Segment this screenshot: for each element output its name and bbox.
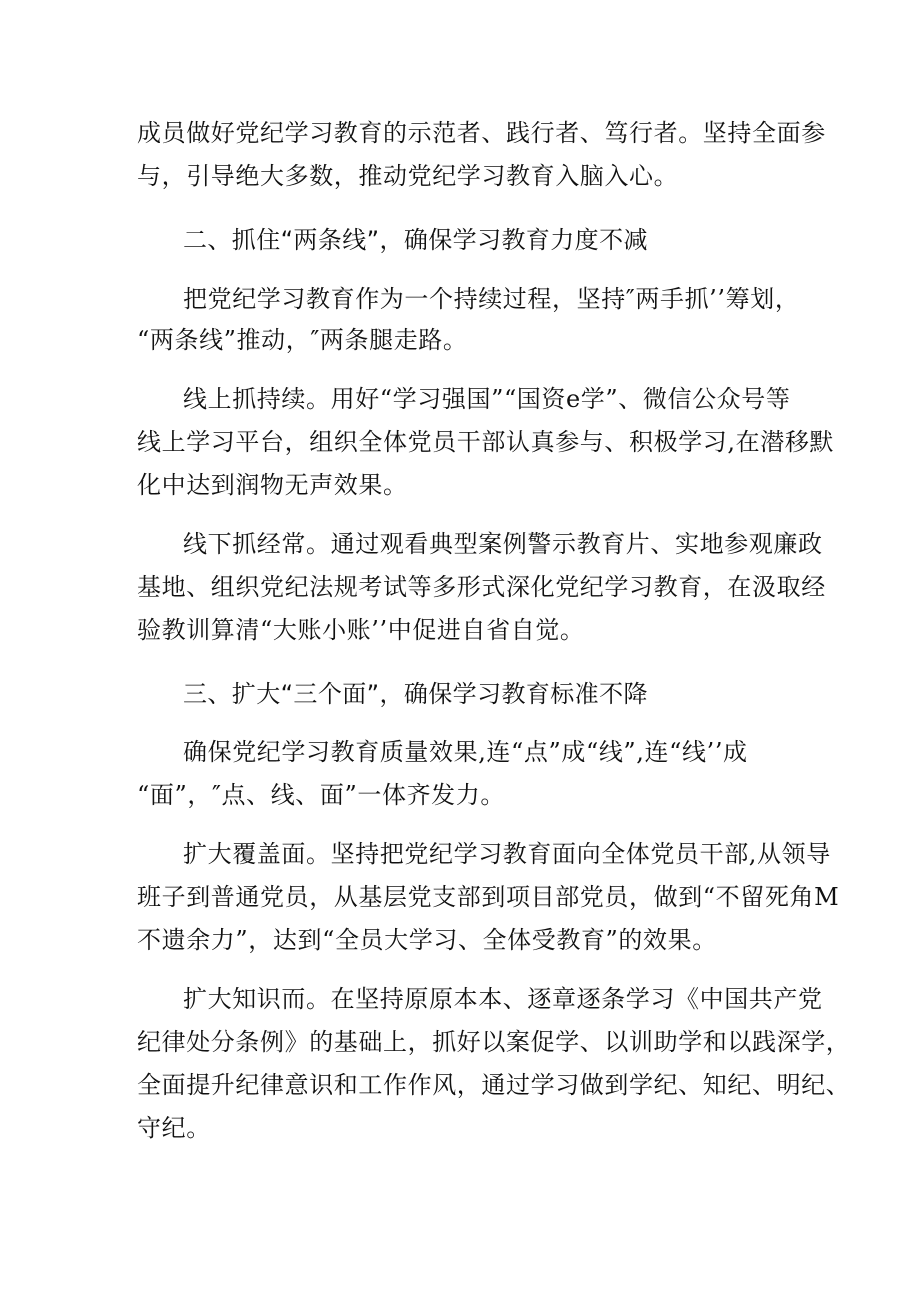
text-line-13: 确保党纪学习教育质量效果,连“点”成“线”,连“线’’成 [183, 738, 748, 766]
section-heading-2: 二、抓住“两条线”，确保学习教育力度不减 [183, 226, 648, 254]
text-line-15: 扩大覆盖面。坚持把党纪学习教育面向全体党员干部,从领导 [183, 840, 831, 868]
text-line-14: “面”，″点、线、面”一体齐发力。 [137, 781, 505, 809]
text-line-21: 守纪。 [137, 1114, 211, 1142]
text-line-7: 线上学习平台，组织全体党员干部认真参与、积极学习,在潜移默 [137, 428, 835, 456]
text-line-8: 化中达到润物无声效果。 [137, 471, 408, 499]
text-line-19: 纪律处分条例》的基础上，抓好以案促学、以训助学和以践深学， [137, 1028, 851, 1056]
text-line-16: 班子到普通党员，从基层党支部到项目部党员，做到“不留死角M [137, 883, 840, 911]
text-line-11: 验教训算清“大账小账’’中促进自省自觉。 [137, 616, 585, 644]
text-line-9: 线下抓经常。通过观看典型案例警示教育片、实地参观廉政 [183, 530, 823, 558]
text-line-17: 不遗余力”，达到“全员大学习、全体受教育”的效果。 [137, 926, 717, 954]
text-line-6: 线上抓持续。用好“学习强国”“国资e学”、微信公众号等 [183, 385, 791, 413]
section-heading-3: 三、扩大“三个面”，确保学习教育标准不降 [183, 680, 648, 708]
text-line-10: 基地、组织党纪法规考试等多形式深化党纪学习教育，在汲取经 [137, 573, 826, 601]
text-line-18: 扩大知识而。在坚持原原本本、逐章逐条学习《中国共产党 [183, 985, 823, 1013]
text-line-2: 与，引导绝大多数，推动党纪学习教育入脑入心。 [137, 162, 679, 190]
text-line-5: “两条线”推动，″两条腿走路。 [137, 326, 468, 354]
text-line-1: 成员做好党纪学习教育的示范者、践行者、笃行者。坚持全面参 [137, 119, 826, 147]
text-line-4: 把党纪学习教育作为一个持续过程，坚持″两手抓’’筹划， [183, 285, 800, 313]
text-line-20: 全面提升纪律意识和工作作风，通过学习做到学纪、知纪、明纪、 [137, 1071, 851, 1099]
